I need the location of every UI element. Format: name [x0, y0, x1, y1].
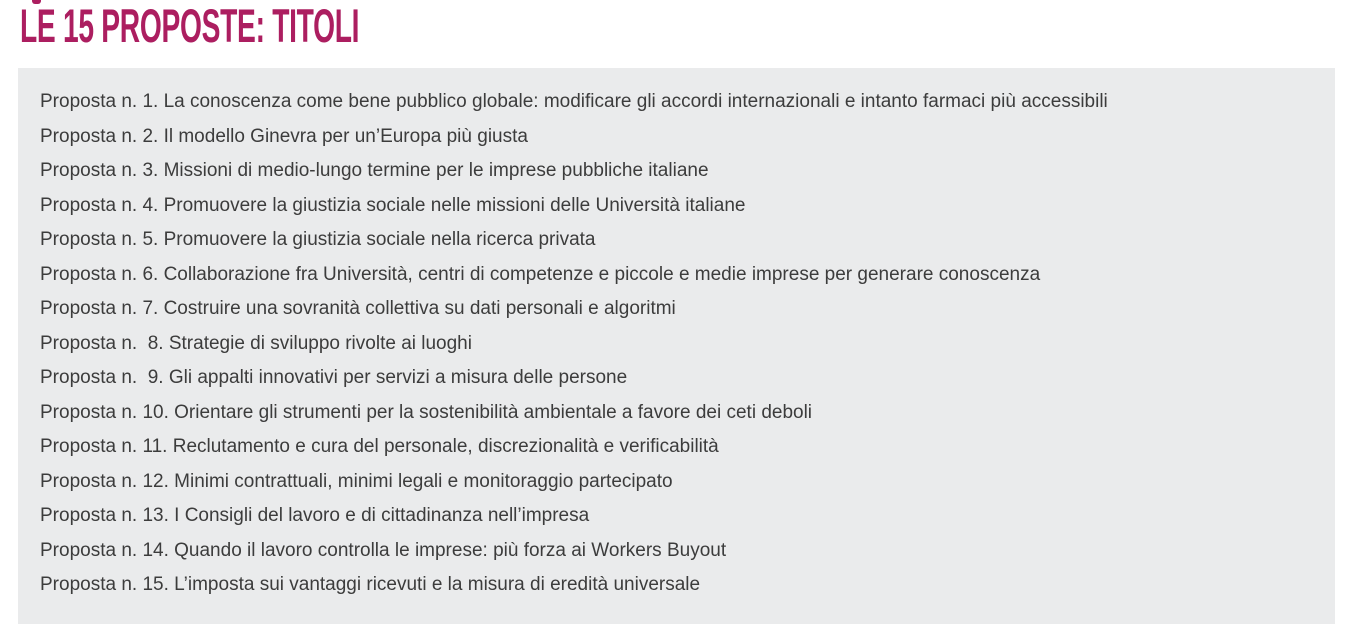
list-item: Proposta n. 9. Gli appalti innovativi per servizi a misura delle persone [40, 367, 628, 388]
proposals-panel [18, 68, 1335, 624]
list-item: Proposta n. 11. Reclutamento e cura del personale, discrezionalità e verificabilità [40, 436, 719, 457]
list-item: Proposta n. 8. Strategie di sviluppo rivolte ai luoghi [40, 332, 472, 354]
list-item: Proposta n. 14. Quando il lavoro controlla le imprese: più forza ai Workers Buyout [40, 539, 727, 561]
list-item: Proposta n. 4. Promuovere la giustizia sociale nelle missioni delle Università italiane [40, 194, 746, 216]
list-item: Proposta n. 13. I Consigli del lavoro e di cittadinanza nell’impresa [40, 505, 590, 526]
list-item: Proposta n. 2. Il modello Ginevra per un’Europa più giusta [40, 125, 528, 147]
list-item: Proposta n. 6. Collaborazione fra Università, centri di competenze e piccole e medie imprese per generare conoscenza [40, 263, 1041, 285]
list-item: Proposta n. 7. Costruire una sovranità collettiva su dati personali e algoritmi [40, 298, 676, 319]
list-item: Proposta n. 12. Minimi contrattuali, minimi legali e monitoraggio partecipato [40, 470, 673, 492]
list-item: Proposta n. 10. Orientare gli strumenti per la sostenibilità ambientale a favore dei ceti deboli [40, 401, 813, 423]
page-title: LE 15 PROPOSTE: TITOLI [20, 0, 360, 52]
list-item: Proposta n. 3. Missioni di medio-lungo termine per le imprese pubbliche italiane [40, 160, 709, 181]
list-item: Proposta n. 15. L’imposta sui vantaggi ricevuti e la misura di eredità universale [40, 574, 701, 595]
list-item: Proposta n. 1. La conoscenza come bene pubblico globale: modificare gli accordi internazionali e intanto farmaci più accessibili [40, 91, 1108, 112]
list-item: Proposta n. 5. Promuovere la giustizia sociale nella ricerca privata [40, 229, 596, 250]
